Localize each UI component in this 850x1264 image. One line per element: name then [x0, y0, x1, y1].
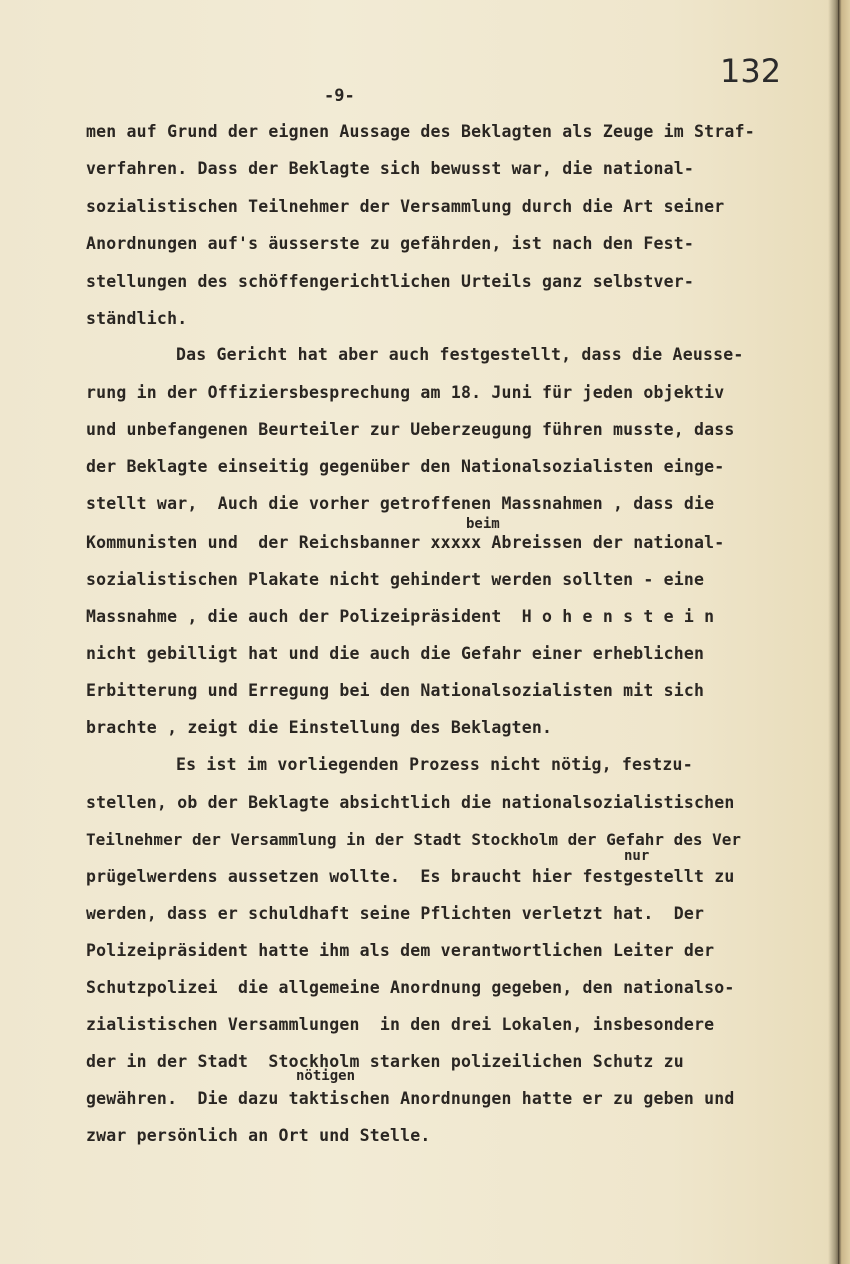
text-line-21: prügelwerdens aussetzen wollte. Es braucht hier festgestellt zu [86, 867, 735, 886]
text-line-6: ständlich. [86, 309, 188, 328]
text-line-9: und unbefangenen Beurteiler zur Ueberzeugung führen musste, dass [86, 420, 735, 439]
handwritten-insert-beim: beim [466, 516, 500, 532]
text-line-23: Polizeipräsident hatte ihm als dem verantwortlichen Leiter der [86, 941, 715, 960]
handwritten-insert-noetigen: nötigen [296, 1068, 356, 1084]
text-line-7: Das Gericht hat aber auch festgestellt, dass die Aeusse- [176, 345, 744, 364]
handwritten-insert-nur: nur [624, 848, 650, 864]
text-line-10: der Beklagte einseitig gegenüber den Nationalsozialisten einge- [86, 457, 725, 476]
text-line-20: Teilnehmer der Versammlung in der Stadt Stockholm der Gefahr des Ver [86, 830, 742, 849]
text-line-19: stellen, ob der Beklagte absichtlich die nationalsozialistischen [86, 793, 735, 812]
text-line-18: Es ist im vorliegenden Prozess nicht nötig, festzu- [176, 755, 693, 774]
text-line-17: brachte , zeigt die Einstellung des Beklagten. [86, 718, 553, 737]
text-line-15: nicht gebilligt hat und die auch die Gefahr einer erheblichen [86, 644, 705, 663]
text-line-1: men auf Grund der eignen Aussage des Beklagten als Zeuge im Straf- [86, 122, 755, 141]
text-line-2: verfahren. Dass der Beklagte sich bewusst war, die national- [86, 159, 695, 178]
text-line-28: zwar persönlich an Ort und Stelle. [86, 1126, 431, 1145]
text-line-5: stellungen des schöffengerichtlichen Urteils ganz selbstver- [86, 272, 695, 291]
text-line-13: sozialistischen Plakate nicht gehindert werden sollten - eine [86, 570, 705, 589]
text-line-4: Anordnungen auf's äusserste zu gefährden, ist nach den Fest- [86, 234, 695, 253]
text-line-27: gewähren. Die dazu taktischen Anordnungen hatte er zu geben und [86, 1089, 735, 1108]
text-line-22: werden, dass er schuldhaft seine Pflichten verletzt hat. Der [86, 904, 705, 923]
text-line-25: zialistischen Versammlungen in den drei Lokalen, insbesondere [86, 1015, 715, 1034]
text-line-3: sozialistischen Teilnehmer der Versammlung durch die Art seiner [86, 197, 725, 216]
page-number: 132 [720, 52, 782, 90]
page-binding-edge [838, 0, 850, 1264]
page-folio: -9- [324, 86, 355, 106]
text-line-14: Massnahme , die auch der Polizeipräsident H o h e n s t e i n [86, 607, 715, 626]
text-line-16: Erbitterung und Erregung bei den Nationalsozialisten mit sich [86, 681, 705, 700]
text-line-26: der in der Stadt Stockholm starken polizeilichen Schutz zu [86, 1052, 684, 1071]
text-line-12: Kommunisten und der Reichsbanner xxxxx Abreissen der national- [86, 533, 725, 552]
text-line-24: Schutzpolizei die allgemeine Anordnung gegeben, den nationalso- [86, 978, 735, 997]
text-line-11: stellt war, Auch die vorher getroffenen Massnahmen , dass die [86, 494, 715, 513]
text-line-8: rung in der Offiziersbesprechung am 18. Juni für jeden objektiv [86, 383, 725, 402]
